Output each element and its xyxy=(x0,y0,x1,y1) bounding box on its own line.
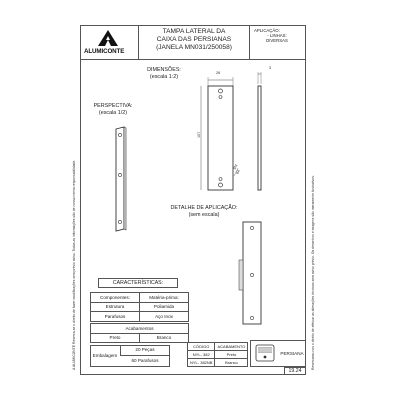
table-cell: NYL- 382 xyxy=(188,351,215,359)
table-row xyxy=(188,351,248,359)
packaging-label: Embalagem xyxy=(92,353,118,358)
table-row xyxy=(91,333,189,343)
table-row xyxy=(188,343,248,351)
title-line-1: TAMPA LATERAL DA xyxy=(162,28,226,35)
table-cell: Preto xyxy=(215,351,248,359)
product-type-label: PERSIANA xyxy=(280,351,304,356)
application-value-1: - LINHAS: xyxy=(267,33,287,39)
side-note-left: A ALUMICONTE Reserva-se o direito de fazer modificações sem prévio aviso. Todas as informações são de nossa inteira responsabilidade. xyxy=(72,159,76,370)
window-shutter-icon xyxy=(254,343,276,363)
dim-height: 107 xyxy=(197,131,201,138)
document-title xyxy=(139,25,250,59)
application-value-2: DIVERSAS xyxy=(266,38,288,44)
page-number: 19.24 xyxy=(288,368,302,374)
title-line-2: CAIXA DAS PERSIANAS xyxy=(156,36,232,43)
characteristics-heading: CARACTERÍSTICAS: xyxy=(112,280,164,286)
dim-width: 26 xyxy=(216,71,221,75)
title-line-3: (JANELA MN031/250058) xyxy=(156,44,232,51)
dim-hole-sub: 64 xyxy=(235,169,241,175)
codes-header-code: CÓDIGO xyxy=(188,343,215,351)
dimensions-label xyxy=(134,67,194,80)
dimensions-scale: (escala 1:2) xyxy=(149,73,179,80)
table-cell: Parafusos xyxy=(91,312,140,322)
dimensions-label-text: DIMENSÕES: xyxy=(147,67,181,73)
table-row xyxy=(91,293,189,303)
table-row xyxy=(91,312,189,322)
table-row xyxy=(91,324,189,334)
detail-drawing xyxy=(236,220,276,330)
perspective-scale: (escala 1/2) xyxy=(98,109,128,116)
finishes-heading: Acabamentos xyxy=(91,324,189,334)
finishes-table xyxy=(90,323,189,343)
detail-label xyxy=(168,205,240,218)
finish-preto: Preto xyxy=(91,333,140,343)
table-cell: Aço Inox xyxy=(140,312,189,322)
application-label: APLICAÇÃO: xyxy=(254,28,280,33)
table-cell: Poliamida xyxy=(140,302,189,312)
brand-name: ALUMICONTE xyxy=(84,48,125,55)
packaging-screws: 60 Parafusos xyxy=(131,358,159,363)
perspective-label xyxy=(83,103,143,116)
side-note-right: Reservamo-nos o direito de efetuar as alterações técnicas sem aviso prévio. Os desenhos e imagens são meramente ilustrativos. xyxy=(311,175,315,370)
codes-header-finish: ACABAMENTO xyxy=(215,343,248,351)
application-box xyxy=(250,25,306,59)
table-cell: Estrutura xyxy=(91,302,140,312)
codes-table xyxy=(187,342,248,367)
finish-branco: Branco xyxy=(140,333,189,343)
detail-scale: (sem escala) xyxy=(188,211,220,218)
alumiconte-logo-icon xyxy=(97,29,119,47)
dimension-drawing xyxy=(188,64,278,194)
characteristics-table xyxy=(90,292,189,322)
perspective-drawing xyxy=(110,125,135,235)
table-cell: NYL- 382NB xyxy=(188,359,215,367)
table-row xyxy=(91,302,189,312)
packaging-pieces: 20 Peças xyxy=(135,347,155,352)
dim-hole: Ø4 xyxy=(232,163,239,171)
perspective-label-text: PERSPECTIVA: xyxy=(93,103,133,109)
table-row xyxy=(188,359,248,367)
table-cell: Componentes: xyxy=(91,293,140,303)
detail-label-text: DETALHE DE APLICAÇÃO: xyxy=(170,205,238,211)
table-cell: Branco xyxy=(215,359,248,367)
dim-thickness: 3 xyxy=(269,66,272,70)
table-cell: Matéria-prima: xyxy=(140,293,189,303)
